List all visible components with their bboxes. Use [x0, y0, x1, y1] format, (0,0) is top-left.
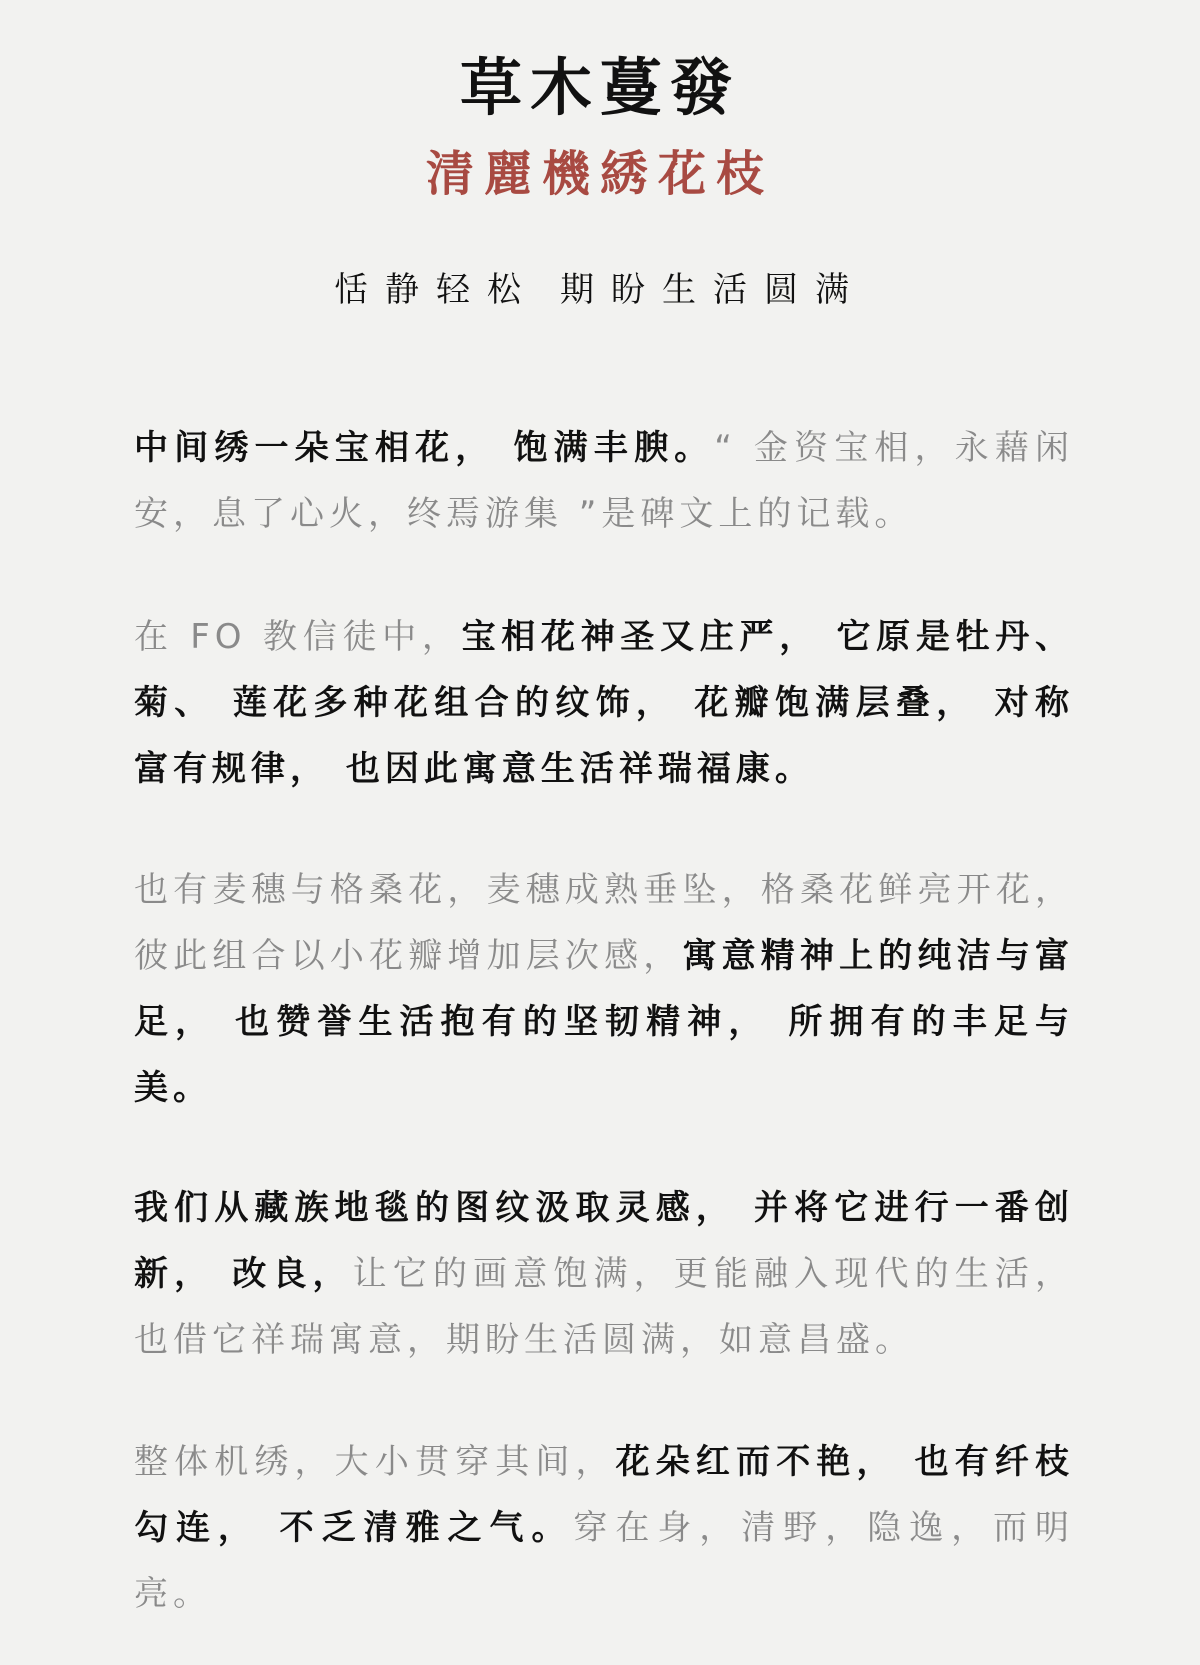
paragraph-3-segment-1: 也有麦穗与格桑花，麦穗成熟垂坠，格桑花鲜亮开花，彼此组合以小花瓣增加层次感，	[134, 870, 1074, 976]
paragraph-3-segment-2: 寓意精神上的纯洁与富足， 也赞誉生活抱有的坚韧精神， 所拥有的丰足与美。	[134, 936, 1075, 1108]
paragraph-1-segment-1: 中间绣一朵宝相花， 饱满丰腴。	[134, 428, 715, 468]
paragraph-5-segment-1: 整体机绣，大小贯穿其间，	[134, 1442, 616, 1482]
tagline-part-1: 恬静轻松	[334, 270, 538, 310]
tagline	[0, 266, 1200, 314]
page-title: 草木蔓發	[459, 51, 740, 124]
tagline-part-2: 期盼生活圆满	[560, 270, 866, 310]
paragraph-5	[134, 1429, 1074, 1627]
paragraph-2	[134, 604, 1074, 802]
paragraph-5-segment-2: 花朵红而不艳， 也有纤枝勾连， 不乏清雅之气。	[134, 1442, 1075, 1548]
paragraph-5-segment-3: 穿在身，清野，隐逸，而明亮。	[134, 1508, 1074, 1614]
paragraph-4-segment-2: 让它的画意饱满，更能融入现代的生活，也借它祥瑞寓意，期盼生活圆满，如意昌盛。	[134, 1254, 1075, 1360]
paragraph-2-segment-2: 宝相花神圣又庄严， 它原是牡丹、菊、 莲花多种花组合的纹饰， 花瓣饱满层叠， 对称富有规律， 也因此寓意生活祥瑞福康。	[134, 617, 1074, 789]
paragraph-2-segment-1: 在 FO 教信徒中，	[134, 617, 462, 657]
page-subtitle: 清麗機綉花枝	[425, 146, 774, 202]
paragraph-1	[134, 415, 1074, 547]
paragraph-1-segment-2: “ 金资宝相，永藉闲安，息了心火，终焉游集 ”是碑文上的记载。	[134, 428, 1075, 534]
paragraph-4-segment-1: 我们从藏族地毯的图纹汲取灵感， 并将它进行一番创新， 改良，	[134, 1188, 1074, 1294]
paragraph-4	[134, 1175, 1074, 1373]
paragraph-3	[134, 857, 1074, 1121]
